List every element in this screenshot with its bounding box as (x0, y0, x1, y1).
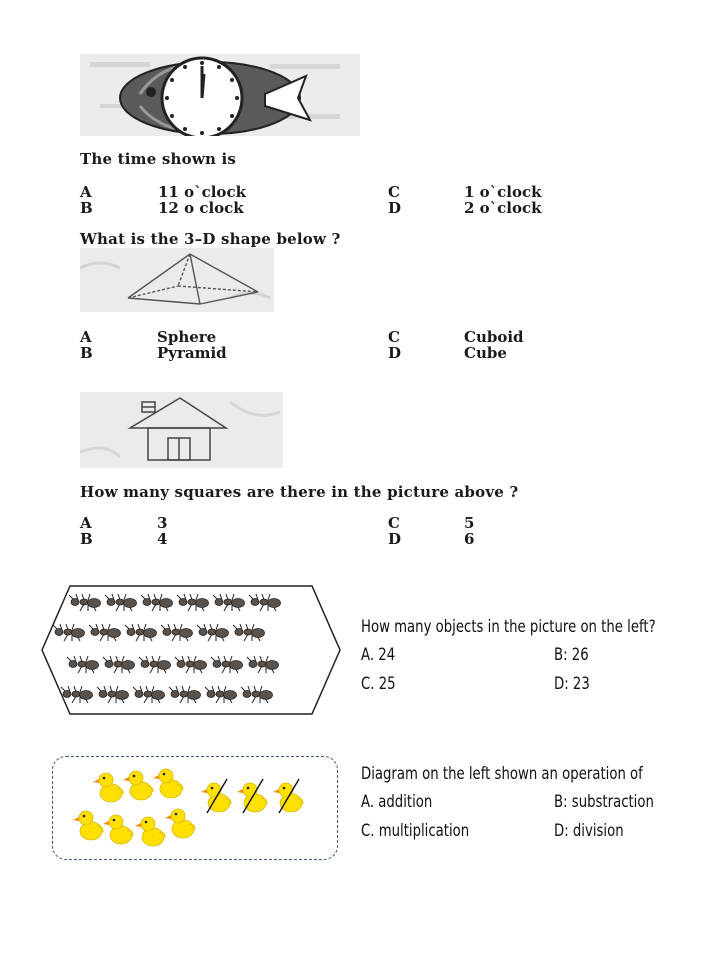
q5-question: Diagram on the left shown an operation of (361, 764, 643, 784)
q1-option-c[interactable] (388, 183, 542, 201)
duck-icon (153, 769, 183, 798)
q3-option-d-letter: D (388, 530, 402, 548)
q4-question: How many objects in the picture on the left? (361, 617, 656, 637)
duck-icon (93, 773, 123, 802)
clock-fish-image (80, 54, 360, 136)
q1-question: The time shown is (80, 150, 237, 168)
duck-icon (165, 809, 195, 838)
pyramid-image (80, 248, 274, 312)
q1-option-a-text: 11 o`clock (158, 183, 246, 201)
q2-option-c[interactable] (388, 328, 524, 346)
q5-option-c[interactable]: C. multiplication (361, 821, 470, 841)
q3-question: How many squares are there in the picture above ? (80, 483, 519, 501)
q2-option-c-letter: C (388, 328, 400, 346)
q1-option-b[interactable] (80, 199, 244, 217)
q3-option-c-letter: C (388, 514, 400, 532)
q2-option-b-text: Pyramid (157, 344, 227, 362)
q4-option-c[interactable]: C. 25 (361, 674, 396, 694)
q5-option-a[interactable]: A. addition (361, 792, 433, 812)
q3-option-d[interactable] (388, 530, 475, 548)
q3-option-a-letter: A (80, 514, 92, 532)
q1-option-d-letter: D (388, 199, 402, 217)
q1-option-d[interactable] (388, 199, 542, 217)
q1-option-b-text: 12 o clock (158, 199, 244, 217)
q2-option-d[interactable] (388, 344, 507, 362)
q3-option-b-text: 4 (157, 530, 168, 548)
q1-option-a[interactable] (80, 183, 246, 201)
duck-icon (123, 771, 153, 800)
q2-option-c-text: Cuboid (464, 328, 524, 346)
q4-option-b[interactable]: B: 26 (554, 645, 589, 665)
q1-option-a-letter: A (80, 183, 92, 201)
ants-picture (40, 584, 342, 718)
q1-option-c-letter: C (388, 183, 400, 201)
q5-option-d[interactable]: D: division (554, 821, 624, 841)
q4-option-a[interactable]: A. 24 (361, 645, 396, 665)
q3-option-d-text: 6 (464, 530, 475, 548)
q2-option-b-letter: B (80, 344, 93, 362)
duck-icon (103, 815, 133, 844)
q1-option-b-letter: B (80, 199, 93, 217)
q2-option-a[interactable] (80, 328, 217, 346)
q3-option-b[interactable] (80, 530, 168, 548)
q2-option-b[interactable] (80, 344, 227, 362)
q2-question: What is the 3–D shape below ? (80, 230, 341, 248)
q2-option-d-letter: D (388, 344, 402, 362)
q3-option-a[interactable] (80, 514, 168, 532)
q3-option-b-letter: B (80, 530, 93, 548)
duck-icon (135, 817, 165, 846)
duck-icon (73, 811, 103, 840)
q2-option-a-letter: A (80, 328, 92, 346)
q3-option-c[interactable] (388, 514, 475, 532)
ducks-picture (52, 756, 338, 860)
q3-option-c-text: 5 (464, 514, 475, 532)
q4-option-d[interactable]: D: 23 (554, 674, 590, 694)
q2-option-d-text: Cube (464, 344, 507, 362)
q3-option-a-text: 3 (157, 514, 168, 532)
q2-option-a-text: Sphere (157, 328, 217, 346)
q1-option-c-text: 1 o`clock (464, 183, 542, 201)
q5-option-b[interactable]: B: substraction (554, 792, 654, 812)
q1-option-d-text: 2 o`clock (464, 199, 542, 217)
house-image (80, 392, 283, 468)
